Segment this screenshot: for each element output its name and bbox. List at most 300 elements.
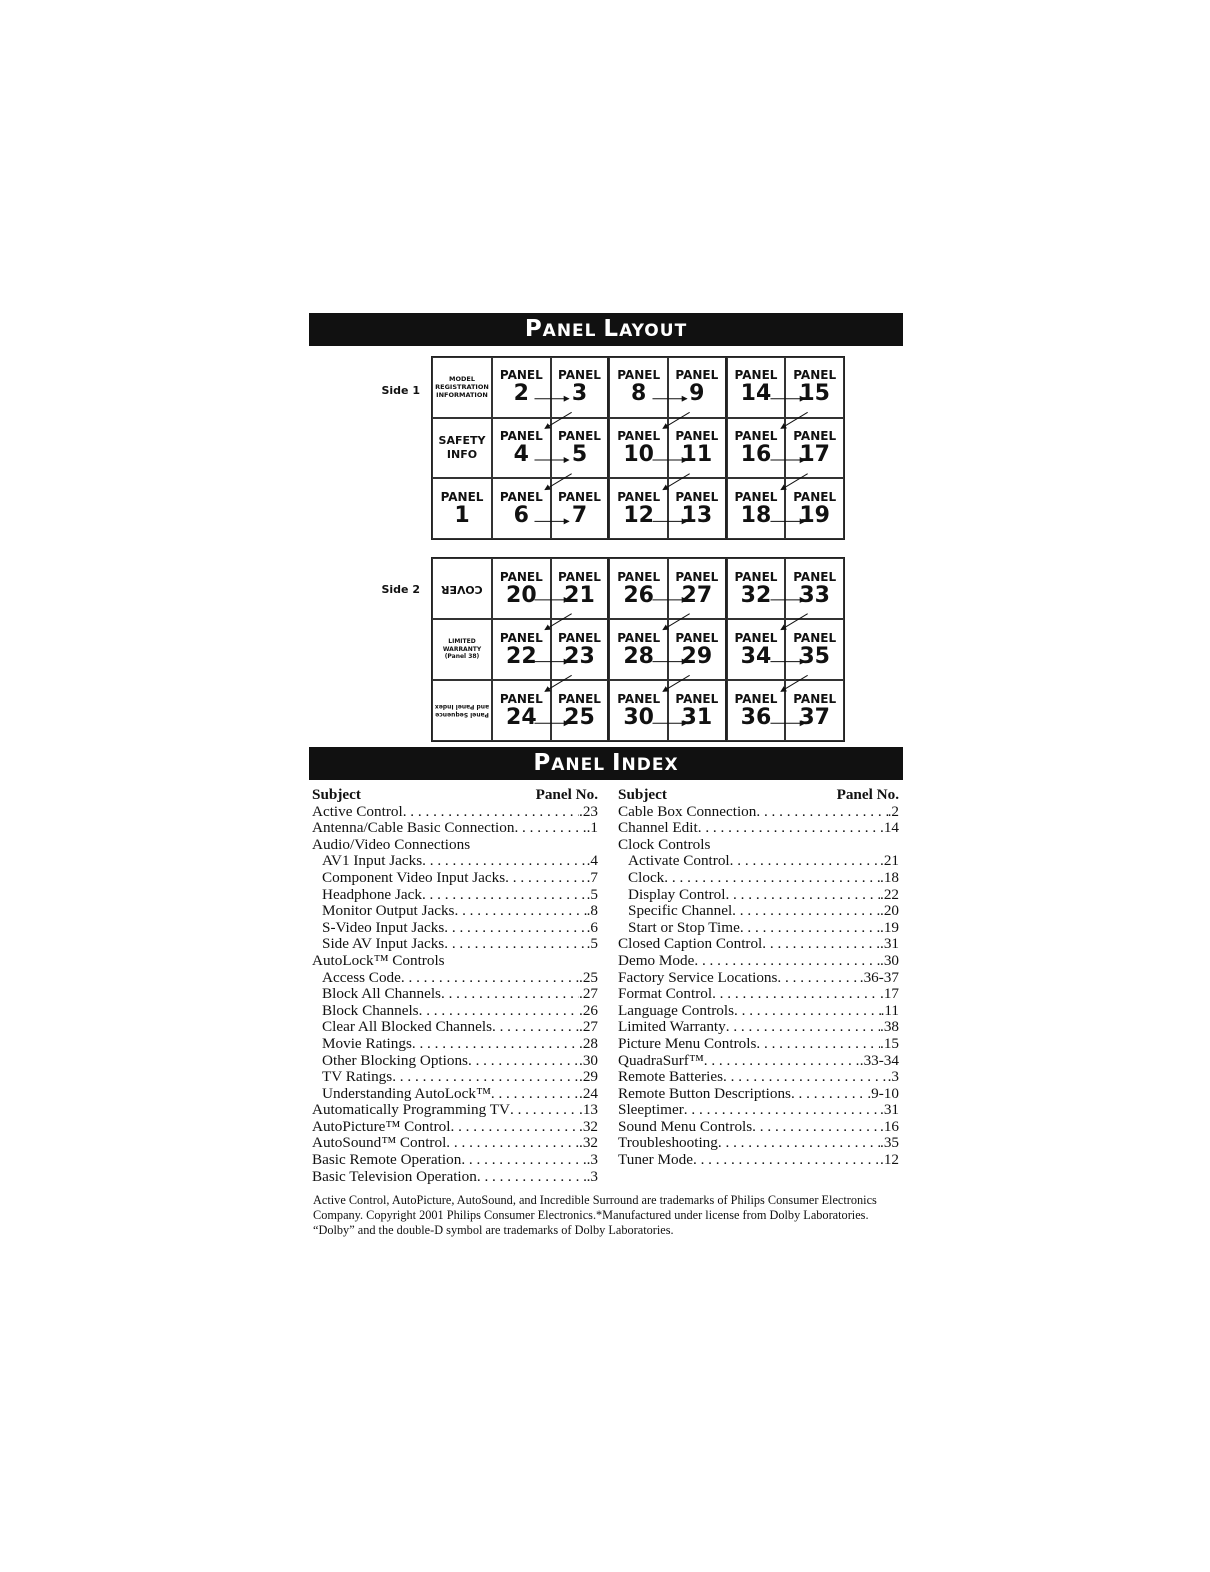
panel-word: PANEL [734, 569, 778, 584]
index-entry [618, 1053, 899, 1070]
index-column-right [618, 787, 899, 1169]
panel-word: PANEL [558, 428, 601, 443]
index-subject: Monitor Output Jacks [322, 903, 455, 920]
panel-word: PANEL [675, 569, 719, 584]
dot-leader [791, 1086, 867, 1103]
index-subject: Sleeptimer [618, 1102, 684, 1119]
panel-cell [668, 357, 727, 418]
panel-cell [785, 357, 844, 418]
index-panel-number: .5 [586, 936, 598, 953]
index-subject: Block Channels [322, 1002, 419, 1019]
trademark-footnote: Active Control, AutoPicture, AutoSound, and Incredible Surround are trademarks of Philips Consumer Electronics Company. Copyright 2001 Philips Consumer Electronics.*Manufactured under license from Dolby Laboratories. “Dolby” and the double-D symbol are trademarks of Dolby Laboratories. [313, 1193, 877, 1237]
index-entry [618, 820, 899, 837]
index-entry [312, 936, 598, 953]
panel-word: PANEL [793, 691, 837, 706]
index-panel-number: .31 [880, 1102, 899, 1119]
index-entry [312, 986, 598, 1003]
dot-leader [726, 1019, 880, 1036]
panel-cell [551, 680, 610, 741]
index-subject: Demo Mode [618, 952, 695, 969]
index-panel-number: .14 [880, 820, 899, 837]
panel-number: 28 [623, 643, 654, 669]
panel-cell [551, 558, 610, 619]
index-subject: AutoSound™ Control [312, 1135, 447, 1152]
dot-leader [403, 804, 579, 821]
panel-number: 35 [799, 643, 830, 669]
index-panel-number: .9-10 [867, 1085, 899, 1102]
index-panel-number: .2 [887, 803, 899, 820]
index-entry [312, 837, 598, 854]
panel-word: PANEL [440, 489, 484, 504]
panel-cell [492, 418, 551, 479]
index-entry [618, 1119, 899, 1136]
panel-number: 12 [623, 502, 654, 528]
panel-sequence-text: Panel Sequence and Panel Index [434, 703, 490, 718]
index-subject: Automatically Programming TV [312, 1102, 510, 1119]
panel-number: 19 [799, 502, 830, 528]
index-subject: Specific Channel [628, 903, 733, 920]
dot-leader [725, 887, 880, 904]
dot-leader [441, 986, 579, 1003]
index-entry [312, 870, 598, 887]
panel-cell [668, 619, 727, 680]
cover-cell [432, 558, 492, 619]
side-1-panel-grid [431, 356, 845, 540]
index-panel-number: .17 [880, 986, 899, 1003]
index-entry [312, 953, 598, 970]
index-subject: AutoLock™ Controls [312, 952, 445, 969]
dot-leader [732, 903, 880, 920]
dot-leader [762, 936, 880, 953]
panel-word: PANEL [793, 489, 837, 504]
limited-warranty-text: LIMITED WARRANTY (Panel 38) [442, 638, 482, 661]
cover-text: COVER [441, 582, 483, 596]
index-column-left [312, 787, 598, 1185]
safety-info-text: SAFETY INFO [438, 433, 486, 461]
panel-word: PANEL [793, 630, 837, 645]
index-subject: Active Control [312, 803, 403, 820]
index-entry [312, 903, 598, 920]
panel-cell [609, 680, 668, 741]
dot-leader [510, 1102, 579, 1119]
index-panel-number: .20 [880, 903, 899, 920]
index-entry [312, 1069, 598, 1086]
panel-number: 4 [513, 441, 529, 467]
panel-word: PANEL [617, 691, 661, 706]
index-panel-number: .18 [880, 869, 899, 886]
dot-leader [468, 1053, 579, 1070]
panel-cell [785, 478, 844, 539]
panel-number: 31 [681, 704, 713, 730]
banner-cap-letter: P [533, 750, 552, 776]
index-panel-number: .27 [579, 986, 598, 1003]
panel-number: 6 [513, 502, 529, 528]
index-subject: Audio/Video Connections [312, 836, 471, 853]
index-subject: Cable Box Connection [618, 803, 757, 820]
panel-word: PANEL [499, 691, 543, 706]
index-entry [618, 1102, 899, 1119]
panel-number: 21 [564, 582, 595, 608]
index-panel-number: .24 [579, 1085, 598, 1102]
index-entry [312, 1053, 598, 1070]
dot-leader [514, 820, 586, 837]
panel-word: PANEL [734, 630, 778, 645]
index-entry [618, 1036, 899, 1053]
index-panel-number: .1 [586, 820, 598, 837]
index-entry [312, 820, 598, 837]
index-entry [618, 986, 899, 1003]
index-subject: Sound Menu Controls [618, 1118, 753, 1135]
index-panel-number: .23 [579, 803, 598, 820]
panel-cell [609, 619, 668, 680]
panel-number: 10 [623, 441, 654, 467]
dot-leader [704, 1053, 860, 1070]
index-entry [312, 970, 598, 987]
index-entry [618, 920, 899, 937]
panel-cell [432, 478, 492, 539]
index-entry [312, 804, 598, 821]
index-entry [312, 1102, 598, 1119]
index-subject: Picture Menu Controls [618, 1035, 757, 1052]
dot-leader [777, 970, 859, 987]
panel-cell [727, 680, 786, 741]
index-subject: Headphone Jack [322, 886, 422, 903]
index-entry [312, 920, 598, 937]
banner-text: ANEL [551, 755, 612, 775]
index-entry [618, 870, 899, 887]
panel-word: PANEL [617, 569, 661, 584]
index-panel-number: .19 [880, 919, 899, 936]
index-panel-number: .28 [579, 1035, 598, 1052]
index-subject: Troubleshooting [618, 1135, 718, 1152]
subject-header: Subject [618, 786, 667, 803]
dot-leader [712, 986, 880, 1003]
panel-no-header: Panel No. [836, 786, 899, 803]
panel-word: PANEL [499, 489, 543, 504]
panel-word: PANEL [675, 691, 719, 706]
panel-sequence-cell [432, 680, 492, 741]
index-subject: Limited Warranty [618, 1019, 726, 1036]
panel-cell [492, 478, 551, 539]
panel-cell [727, 478, 786, 539]
index-panel-number: .27 [579, 1019, 598, 1036]
panel-number: 11 [681, 441, 713, 467]
index-entry [312, 1003, 598, 1020]
index-subject: Access Code [322, 969, 401, 986]
panel-word: PANEL [675, 630, 719, 645]
panel-word: PANEL [617, 489, 661, 504]
index-subject: Remote Batteries [618, 1069, 724, 1086]
index-panel-number: .26 [579, 1002, 598, 1019]
index-entry [618, 903, 899, 920]
panel-word: PANEL [675, 489, 719, 504]
panel-number: 15 [799, 381, 830, 407]
dot-leader [446, 1135, 579, 1152]
panel-word: PANEL [734, 691, 778, 706]
model-registration-cell [432, 357, 492, 418]
index-panel-number: .36-37 [859, 969, 899, 986]
index-header [312, 787, 598, 804]
panel-cell [727, 357, 786, 418]
index-subject: Start or Stop Time [628, 919, 740, 936]
dot-leader [734, 1003, 881, 1020]
limited-warranty-cell [432, 619, 492, 680]
panel-word: PANEL [558, 569, 601, 584]
panel-cell [668, 680, 727, 741]
panel-number: 33 [799, 582, 830, 608]
index-subject: Remote Button Descriptions [618, 1085, 791, 1102]
index-entry [618, 853, 899, 870]
index-subject: Activate Control [628, 853, 730, 870]
panel-number: 17 [799, 441, 830, 467]
dot-leader [422, 887, 587, 904]
dot-leader [412, 1036, 579, 1053]
index-entry [312, 1169, 598, 1186]
index-entry [618, 1135, 899, 1152]
panel-number: 18 [740, 502, 772, 528]
panel-number: 23 [564, 643, 595, 669]
panel-number: 37 [799, 704, 830, 730]
index-subject: Movie Ratings [322, 1035, 412, 1052]
dot-leader [454, 903, 586, 920]
panel-number: 16 [740, 441, 772, 467]
index-subject: Channel Edit [618, 820, 698, 837]
banner-cap-letter: P [524, 316, 543, 342]
panel-number: 24 [506, 704, 537, 730]
dot-leader [756, 804, 887, 821]
panel-number: 2 [513, 381, 529, 407]
banner-cap-letter: L [603, 316, 620, 342]
index-entry [618, 1019, 899, 1036]
dot-leader [664, 870, 880, 887]
panel-index-banner [309, 747, 903, 780]
index-entry [618, 1152, 899, 1169]
index-subject: Factory Service Locations [618, 969, 778, 986]
panel-number: 34 [740, 643, 772, 669]
index-panel-number: .33-34 [859, 1052, 899, 1069]
panel-cell [668, 478, 727, 539]
panel-number: 26 [623, 582, 654, 608]
index-entry [618, 804, 899, 821]
dot-leader [684, 1102, 880, 1119]
index-entry [618, 1086, 899, 1103]
index-entry [312, 1019, 598, 1036]
index-subject: Clock [628, 869, 665, 886]
index-panel-number: .31 [880, 936, 899, 953]
panel-cell [785, 418, 844, 479]
index-entry [618, 837, 899, 854]
index-entry [618, 1069, 899, 1086]
index-subject: AV1 Input Jacks [322, 853, 423, 870]
index-panel-number: .30 [880, 952, 899, 969]
dot-leader [756, 1036, 880, 1053]
panel-number: 1 [454, 502, 470, 528]
index-subject: Side AV Input Jacks [322, 936, 445, 953]
index-subject: QuadraSurf™ [618, 1052, 704, 1069]
dot-leader [505, 870, 586, 887]
panel-word: PANEL [675, 428, 719, 443]
panel-cell [668, 418, 727, 479]
index-entry [618, 1003, 899, 1020]
dot-leader [450, 1119, 579, 1136]
banner-text: NDEX [621, 755, 679, 775]
dot-leader [401, 970, 579, 987]
index-panel-number: .15 [880, 1035, 899, 1052]
panel-cell [727, 558, 786, 619]
panel-word: PANEL [558, 630, 601, 645]
index-panel-number: .11 [880, 1002, 899, 1019]
dot-leader [693, 1152, 880, 1169]
side-1-label: Side 1 [381, 384, 420, 397]
model-registration-text: MODEL REGISTRATION INFORMATION [435, 375, 489, 400]
dot-leader [740, 920, 880, 937]
index-panel-number: .7 [586, 869, 598, 886]
index-subject: Clear All Blocked Channels [322, 1019, 492, 1036]
banner-cap-letter: I [611, 750, 622, 776]
panel-cell [551, 418, 610, 479]
panel-number: 27 [681, 582, 713, 608]
panel-cell [668, 558, 727, 619]
panel-cell [609, 558, 668, 619]
panel-number: 8 [631, 381, 647, 407]
panel-number: 9 [689, 381, 705, 407]
panel-word: PANEL [793, 428, 837, 443]
index-panel-number: .4 [586, 853, 598, 870]
index-panel-number: .16 [880, 1118, 899, 1135]
index-panel-number: .3 [586, 1168, 598, 1185]
index-entry [312, 853, 598, 870]
panel-number: 36 [740, 704, 772, 730]
index-subject: S-Video Input Jacks [322, 919, 445, 936]
panel-word: PANEL [793, 368, 837, 383]
banner-text: ANEL [542, 321, 604, 341]
index-entry [312, 1152, 598, 1169]
dot-leader [422, 853, 586, 870]
index-entry [618, 887, 899, 904]
index-subject: Component Video Input Jacks [322, 869, 506, 886]
index-panel-number: .22 [880, 886, 899, 903]
index-panel-number: .13 [579, 1102, 598, 1119]
index-entry [312, 1119, 598, 1136]
panel-number: 25 [564, 704, 595, 730]
panel-number: 3 [571, 381, 588, 407]
panel-cell [492, 357, 551, 418]
dot-leader [491, 1086, 579, 1103]
dot-leader [718, 1135, 880, 1152]
index-subject: Antenna/Cable Basic Connection [312, 820, 515, 837]
index-entry [618, 953, 899, 970]
side-2-label: Side 2 [381, 583, 420, 596]
panel-cell [609, 478, 668, 539]
panel-layout-banner [309, 313, 903, 346]
panel-word: PANEL [499, 569, 543, 584]
index-panel-number: .21 [880, 853, 899, 870]
dot-leader [752, 1119, 880, 1136]
panel-no-header: Panel No. [535, 786, 598, 803]
panel-word: PANEL [734, 489, 778, 504]
panel-cell [727, 619, 786, 680]
panel-cell [785, 558, 844, 619]
index-subject: Basic Television Operation [312, 1168, 477, 1185]
index-panel-number: .3 [887, 1069, 899, 1086]
index-panel-number: .25 [579, 969, 598, 986]
index-panel-number: .35 [880, 1135, 899, 1152]
panel-number: 13 [681, 502, 713, 528]
index-subject: TV Ratings [322, 1069, 393, 1086]
index-subject: Basic Remote Operation [312, 1152, 462, 1169]
panel-cell [492, 619, 551, 680]
index-entry [618, 970, 899, 987]
panel-number: 14 [740, 381, 772, 407]
panel-word: PANEL [734, 368, 778, 383]
panel-word: PANEL [499, 630, 543, 645]
panel-word: PANEL [793, 569, 837, 584]
panel-word: PANEL [499, 368, 543, 383]
panel-cell [551, 357, 610, 418]
index-panel-number: .3 [586, 1152, 598, 1169]
index-subject: Understanding AutoLock™ [322, 1085, 491, 1102]
index-entry [312, 1036, 598, 1053]
panel-number: 5 [571, 441, 588, 467]
dot-leader [444, 920, 586, 937]
index-entry [312, 1086, 598, 1103]
dot-leader [392, 1069, 579, 1086]
panel-number: 29 [681, 643, 713, 669]
subject-header: Subject [312, 786, 361, 803]
dot-leader [730, 853, 880, 870]
index-subject: Block All Channels [322, 986, 441, 1003]
panel-number: 32 [740, 582, 772, 608]
dot-leader [723, 1069, 888, 1086]
safety-info-cell [432, 418, 492, 479]
index-panel-number: .6 [586, 919, 598, 936]
panel-cell [609, 357, 668, 418]
panel-word: PANEL [734, 428, 778, 443]
panel-word: PANEL [617, 630, 661, 645]
dot-leader [477, 1169, 587, 1186]
index-panel-number: .12 [880, 1152, 899, 1169]
panel-cell [785, 680, 844, 741]
panel-number: 30 [623, 704, 654, 730]
panel-word: PANEL [558, 368, 601, 383]
panel-word: PANEL [558, 691, 601, 706]
index-entry [312, 1135, 598, 1152]
dot-leader [444, 936, 586, 953]
index-panel-number: .29 [579, 1069, 598, 1086]
index-subject: Format Control [618, 986, 713, 1003]
dot-leader [694, 953, 880, 970]
index-entry [618, 936, 899, 953]
index-subject: Tuner Mode [618, 1152, 693, 1169]
dot-leader [698, 820, 880, 837]
panel-word: PANEL [617, 428, 661, 443]
side-2-panel-grid [431, 557, 845, 742]
index-subject: Other Blocking Options [322, 1052, 468, 1069]
index-panel-number: .32 [579, 1118, 598, 1135]
index-subject: Clock Controls [618, 836, 711, 853]
index-panel-number: .38 [880, 1019, 899, 1036]
dot-leader [461, 1152, 586, 1169]
index-entry [312, 887, 598, 904]
index-subject: Language Controls [618, 1002, 734, 1019]
index-panel-number: .5 [586, 886, 598, 903]
dot-leader [492, 1019, 579, 1036]
panel-number: 22 [506, 643, 537, 669]
index-subject: AutoPicture™ Control [312, 1118, 451, 1135]
panel-word: PANEL [499, 428, 543, 443]
index-panel-number: .32 [579, 1135, 598, 1152]
panel-cell [785, 619, 844, 680]
